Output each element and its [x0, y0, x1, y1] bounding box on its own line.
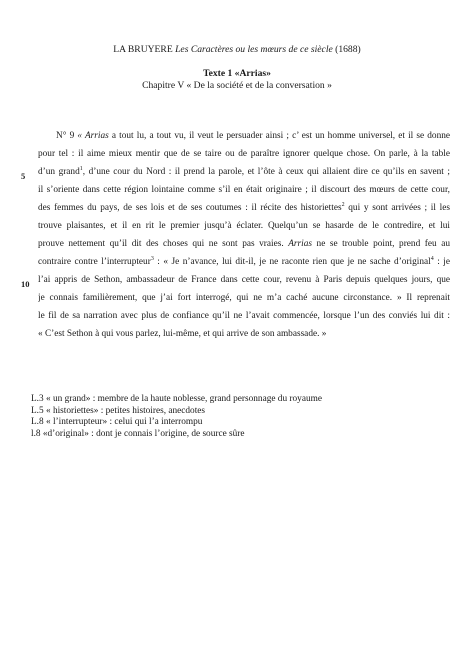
text-fragment: N° 9 [56, 131, 78, 141]
footnote-marker: 2 [341, 201, 345, 208]
document-header [0, 44, 474, 56]
text-fragment: a tout lu, a tout vu, il veut le persuader ainsi ; c’ est un homme universel, et il se donne [108, 131, 450, 141]
text-line-12: « C’est Sethon à qui vous parlez, lui-même, et qui arrive de son ambassade. » [38, 329, 327, 339]
text-line-6: trouve plaisantes, et il en rit le premier jusqu’à éclater. Quelqu’un se hasarde de le contredire, et lui [38, 221, 450, 231]
footnote-marker: 3 [150, 255, 154, 262]
footnote-3: L.8 « l’interrupteur» : celui qui l’a interrompu [31, 417, 203, 428]
text-line-4: il s’oriente dans cette région lointaine comme s’il en était originaire ; il discourt des mœurs de cette cour, [38, 185, 450, 195]
chapter-title: Chapitre V « De la société et de la conversation » [142, 80, 332, 91]
text-line-11: le fil de sa narration avec plus de confiance qu’il ne l’avait commencée, lorsque l’un des conviés lui dit : [38, 311, 450, 321]
line-number-10: 10 [21, 279, 30, 289]
author-name: LA BRUYERE [113, 44, 176, 55]
text-fragment: , d’une cour du Nord : il prend la parole, et l’ôte à ceux qui allaient dire ce qu’ils en savent ; [82, 167, 450, 177]
text-line-8 [38, 253, 450, 271]
text-fragment: d’un grand [38, 167, 80, 177]
text-line-10: je connais familièrement, que j’ai fort interrogé, qui ne m’a caché aucune circonstance. » Il reprenait [38, 293, 450, 303]
footnote-2: L.5 « historiettes» : petites histoires, anecdotes [31, 405, 206, 416]
text-fragment: : je [433, 257, 450, 267]
footnote-marker: 1 [79, 165, 83, 172]
text-fragment: ne se trouble point, prend feu au [311, 239, 450, 249]
text-fragment: des femmes du pays, de ses lois et de ses coutumes : il récite des historiettes [38, 203, 342, 213]
text-title: Texte 1 «Arrias» [203, 68, 271, 79]
footnote-1: L.3 « un grand» : membre de la haute noblesse, grand personnage du royaume [31, 394, 322, 404]
text-line-3 [38, 163, 450, 181]
text-fragment: contraire contre l’interrupteur [38, 257, 151, 267]
footnote-marker: 4 [430, 255, 434, 262]
text-fragment: qui y sont arrivées ; il les [344, 203, 450, 213]
text-line-1 [38, 127, 450, 145]
footnotes [31, 394, 322, 440]
footnote-4: l.8 «d’original» : dont je connais l’origine, de source sûre [31, 428, 245, 439]
text-line-2: pour tel : il aime mieux mentir que de se taire ou de paraître ignorer quelque chose. On parle, à la table [38, 149, 450, 159]
text-fragment: : « Je n’avance, lui dit-il, je ne raconte rien que je ne sache d’original [153, 257, 431, 267]
character-name: Arrias [288, 239, 312, 249]
text-line-9: l’ai appris de Sethon, ambassadeur de France dans cette cour, revenu à Paris depuis quelques jours, que [38, 275, 450, 285]
body-text [38, 127, 450, 343]
text-fragment: prouve nettement qu’il dit des choses qui ne sont pas vraies. [38, 239, 289, 249]
work-title: Les Caractères ou les mœurs de ce siècle [175, 44, 333, 55]
publication-year: (1688) [332, 44, 361, 55]
character-name: « Arrias [77, 131, 109, 141]
line-number-5: 5 [21, 171, 26, 181]
text-line-7 [38, 235, 450, 253]
text-line-5 [38, 199, 450, 217]
